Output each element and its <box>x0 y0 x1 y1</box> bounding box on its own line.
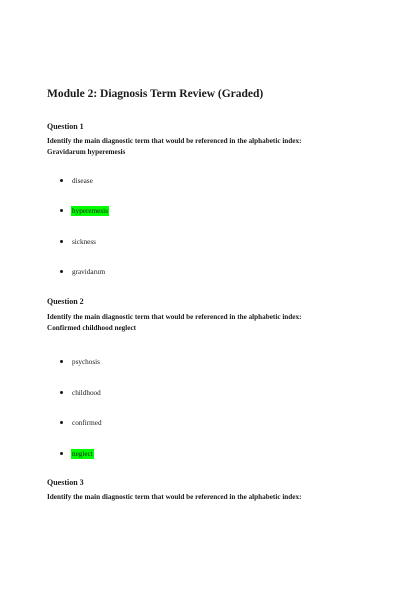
question-2-prompt <box>47 312 347 334</box>
option-text: gravidarum <box>72 268 106 276</box>
page-title: Module 2: Diagnosis Term Review (Graded) <box>47 88 264 100</box>
question-2-label: Question 2 <box>47 297 84 306</box>
question-2-prompt-line-1: Identify the main diagnostic term that would be referenced in the alphabetic index: <box>47 313 302 321</box>
question-1-prompt-line-1: Identify the main diagnostic term that would be referenced in the alphabetic index: <box>47 137 302 145</box>
question-1-option <box>60 176 94 186</box>
option-text: psychosis <box>72 358 100 366</box>
bullet-icon <box>60 179 63 182</box>
question-2-option <box>60 418 103 428</box>
question-1-prompt <box>47 136 347 158</box>
option-text: sickness <box>72 238 96 246</box>
question-2-option <box>60 449 94 459</box>
question-3-prompt <box>47 492 347 503</box>
question-3-label: Question 3 <box>47 478 84 487</box>
option-text: confirmed <box>72 419 102 427</box>
question-2-option <box>60 388 102 398</box>
question-2-prompt-line-2: Confirmed childhood neglect <box>47 324 137 332</box>
question-2-option <box>60 357 101 367</box>
question-1-label: Question 1 <box>47 122 84 131</box>
bullet-icon <box>60 452 63 455</box>
bullet-icon <box>60 209 63 212</box>
question-1-option <box>60 267 106 277</box>
bullet-icon <box>60 421 63 424</box>
question-1-prompt-line-2: Gravidarum hyperemesis <box>47 148 126 156</box>
bullet-icon <box>60 270 63 273</box>
option-text: disease <box>72 177 93 185</box>
bullet-icon <box>60 360 63 363</box>
option-text-highlighted: hyperemesis <box>72 207 108 215</box>
bullet-icon <box>60 240 63 243</box>
option-text-highlighted: neglect <box>72 450 93 458</box>
option-text: childhood <box>72 389 101 397</box>
question-1-option <box>60 237 97 247</box>
question-3-prompt-line-1: Identify the main diagnostic term that would be referenced in the alphabetic index: <box>47 493 302 501</box>
question-1-option <box>60 206 109 216</box>
bullet-icon <box>60 391 63 394</box>
